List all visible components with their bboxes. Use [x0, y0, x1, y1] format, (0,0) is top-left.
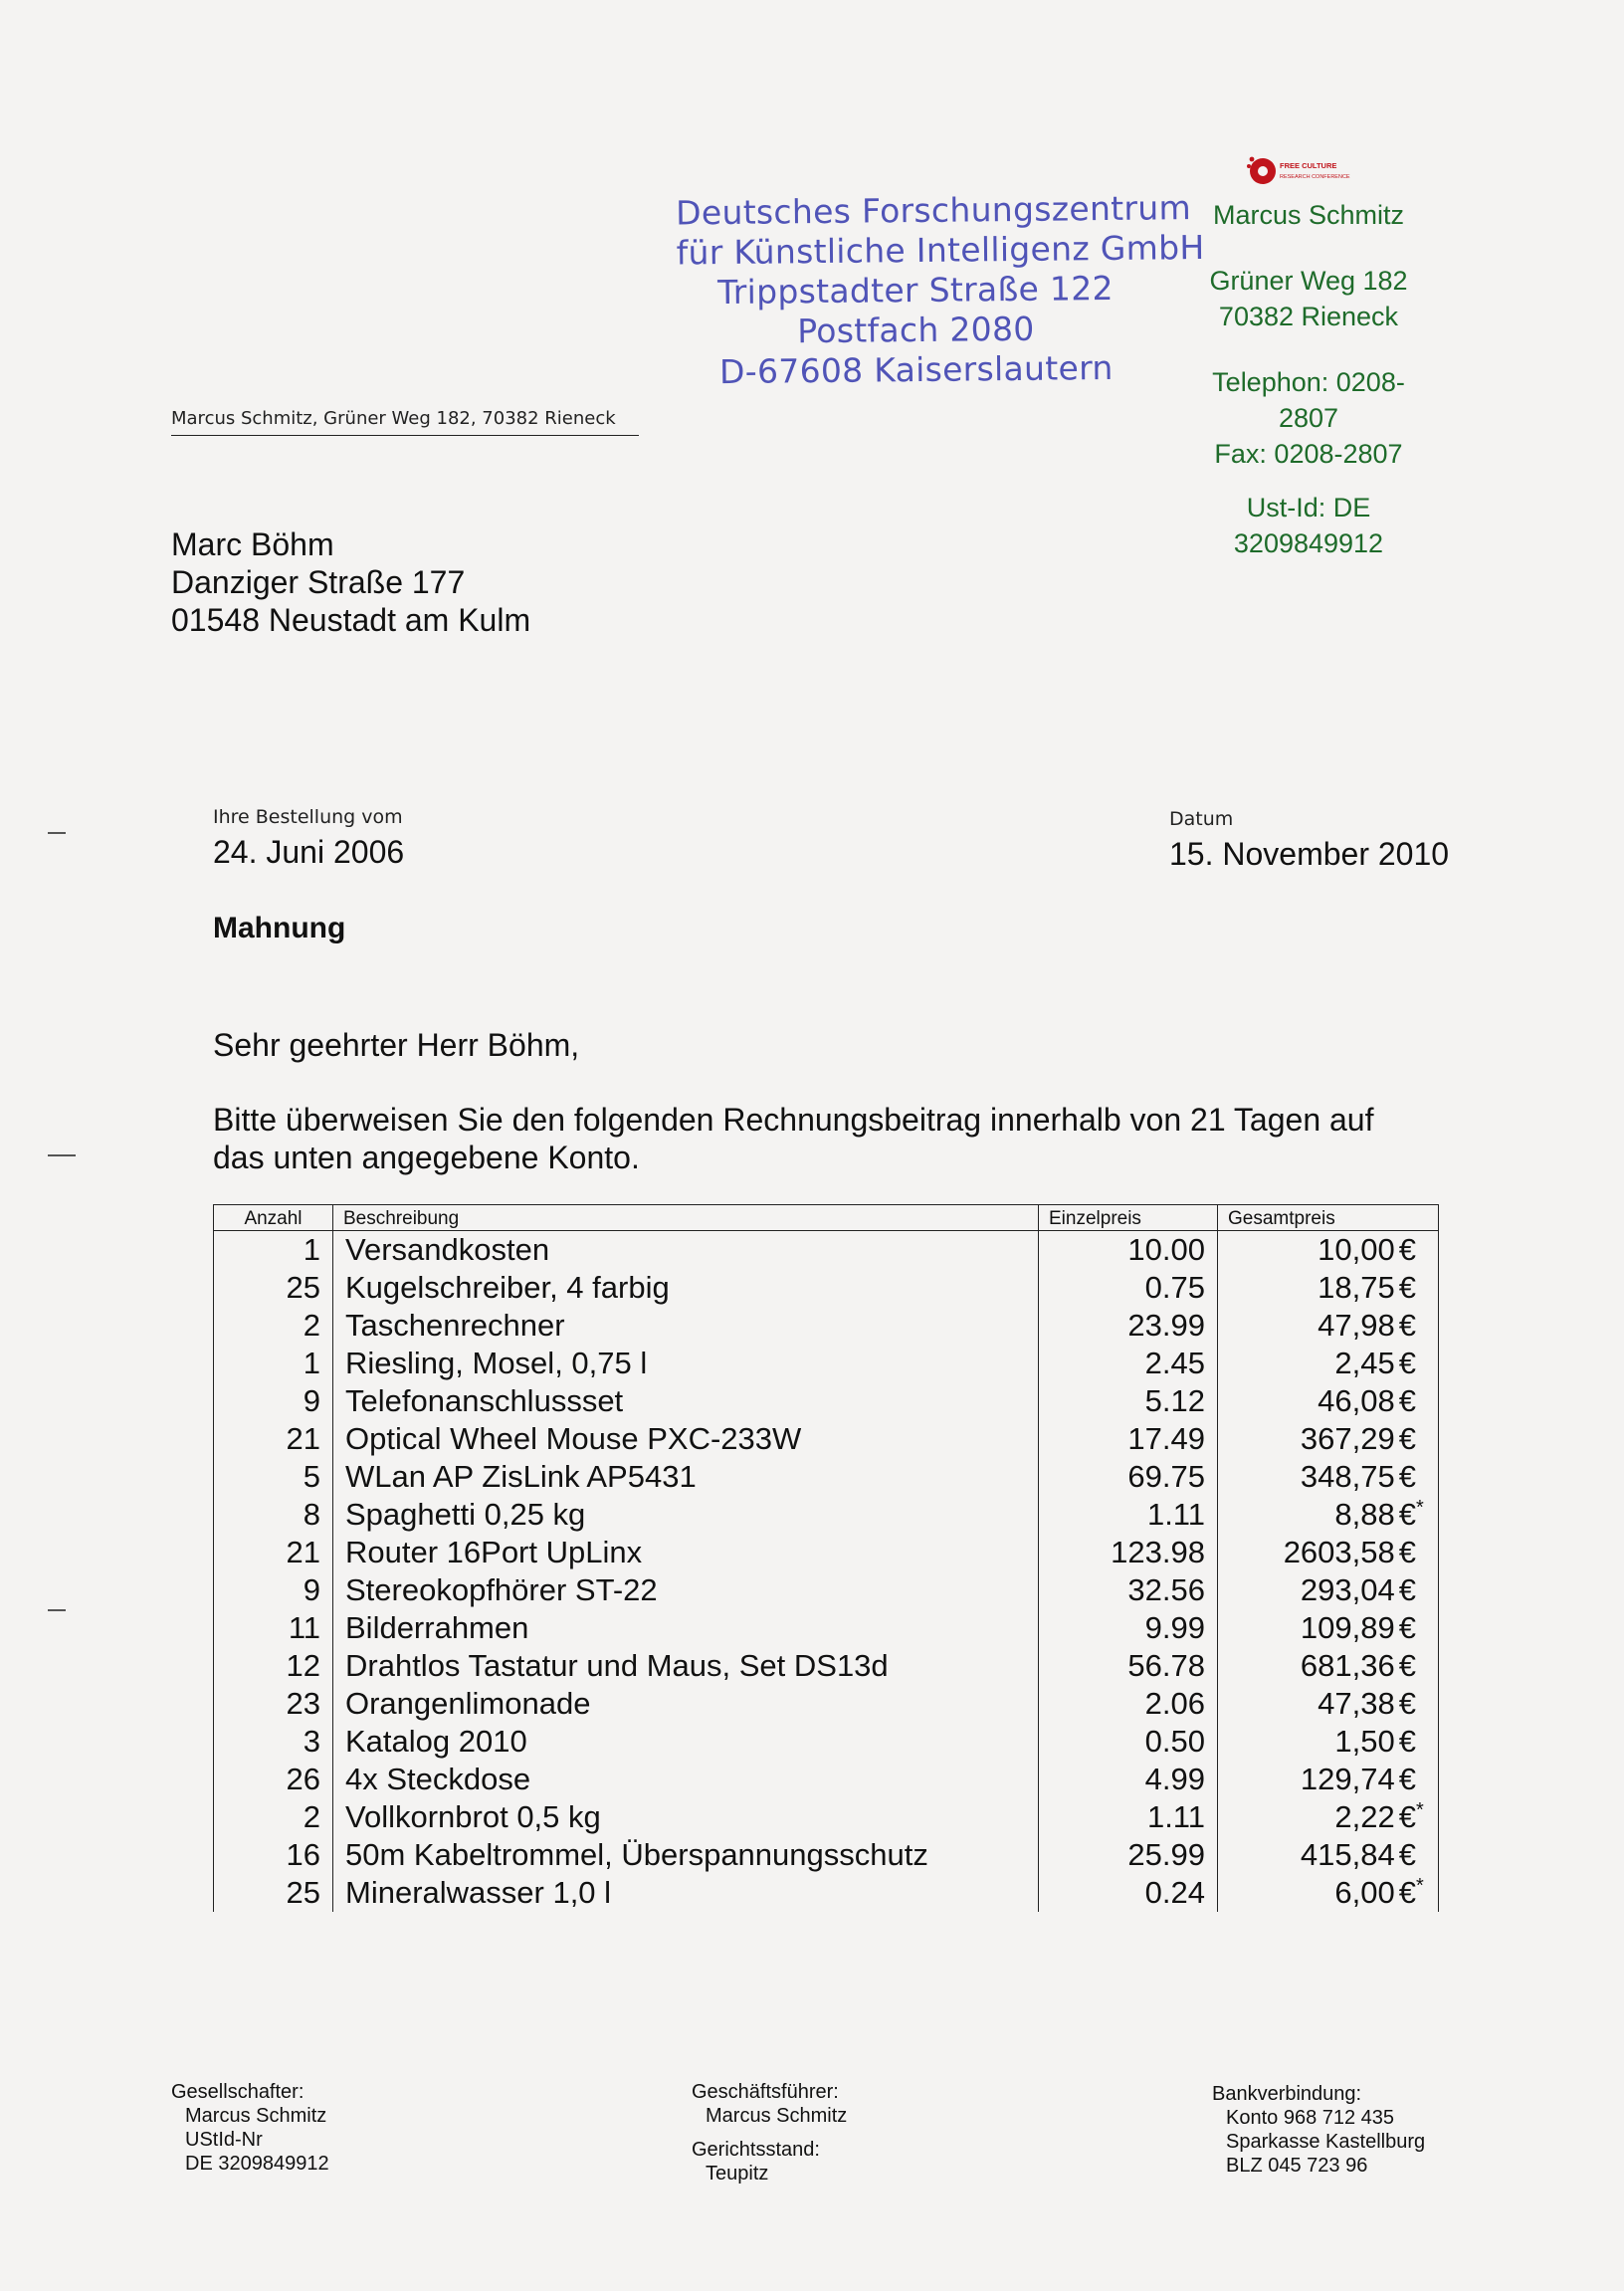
punch-mark	[48, 1154, 76, 1156]
euro-symbol: €	[1398, 1798, 1416, 1834]
row-description: Vollkornbrot 0,5 kg	[333, 1798, 1039, 1836]
row-total	[1218, 1685, 1439, 1723]
row-total	[1218, 1496, 1439, 1534]
row-total	[1218, 1874, 1439, 1912]
row-qty: 2	[214, 1798, 333, 1836]
footer-partner-name: Marcus Schmitz	[185, 2105, 327, 2127]
table-header-row	[214, 1205, 1439, 1231]
row-description: Orangenlimonade	[333, 1685, 1039, 1723]
row-description: 4x Steckdose	[333, 1761, 1039, 1798]
row-unit-price: 4.99	[1039, 1761, 1218, 1798]
footer-court-label: Gerichtsstand:	[692, 2139, 820, 2161]
table-row	[214, 1723, 1439, 1761]
address-stamp	[675, 188, 1205, 392]
table-row	[214, 1534, 1439, 1571]
euro-symbol: €	[1398, 1609, 1416, 1645]
row-total-value: 415,84	[1300, 1836, 1395, 1872]
table-row	[214, 1571, 1439, 1609]
row-total	[1218, 1458, 1439, 1496]
letter-date-label: Datum	[1169, 808, 1234, 830]
letter-subject: Mahnung	[213, 912, 346, 944]
footer-management-label: Geschäftsführer:	[692, 2081, 839, 2103]
euro-symbol: €	[1398, 1269, 1416, 1305]
letterhead-name: Marcus Schmitz	[1212, 200, 1405, 230]
row-total-value: 367,29	[1300, 1420, 1395, 1456]
row-unit-price: 1.11	[1039, 1496, 1218, 1534]
row-description: Spaghetti 0,25 kg	[333, 1496, 1039, 1534]
euro-symbol: €	[1398, 1836, 1416, 1872]
column-header-description: Beschreibung	[333, 1205, 1039, 1231]
logo-line1: FREE CULTURE	[1280, 161, 1337, 170]
row-qty: 25	[214, 1874, 333, 1912]
row-total-value: 1,50	[1334, 1723, 1395, 1759]
stamp-line: für Künstliche Intelligenz GmbH	[676, 227, 1205, 273]
footer-vat-label: UStId-Nr	[185, 2129, 263, 2151]
euro-symbol: €	[1398, 1874, 1416, 1910]
euro-symbol: €	[1398, 1382, 1416, 1418]
letterhead-ustid: Ust-Id: DE	[1246, 493, 1371, 522]
row-total	[1218, 1269, 1439, 1307]
invoice-table	[213, 1204, 1439, 1912]
sender-return-line: Marcus Schmitz, Grüner Weg 182, 70382 Rieneck	[171, 408, 639, 436]
table-row	[214, 1647, 1439, 1685]
table-row	[214, 1761, 1439, 1798]
row-unit-price: 0.75	[1039, 1269, 1218, 1307]
letterhead-street: Grüner Weg 182	[1209, 266, 1408, 296]
row-qty: 1	[214, 1345, 333, 1382]
table-row	[214, 1345, 1439, 1382]
row-unit-price: 0.50	[1039, 1723, 1218, 1761]
salutation: Sehr geehrter Herr Böhm,	[213, 1027, 580, 1063]
row-qty: 8	[214, 1496, 333, 1534]
row-total-value: 46,08	[1318, 1382, 1395, 1418]
row-total-value: 6,00	[1334, 1874, 1395, 1910]
table-row	[214, 1231, 1439, 1269]
stamp-line: Trippstadter Straße 122	[716, 268, 1115, 312]
row-description: Taschenrechner	[333, 1307, 1039, 1345]
row-total	[1218, 1798, 1439, 1836]
row-unit-price: 1.11	[1039, 1798, 1218, 1836]
row-total-value: 109,89	[1300, 1609, 1395, 1645]
row-total	[1218, 1761, 1439, 1798]
column-header-unit-price: Einzelpreis	[1039, 1205, 1218, 1231]
row-description: Bilderrahmen	[333, 1609, 1039, 1647]
row-description: Stereokopfhörer ST-22	[333, 1571, 1039, 1609]
row-qty: 9	[214, 1571, 333, 1609]
table-row	[214, 1269, 1439, 1307]
footer-partners	[171, 2080, 329, 2176]
footer-vat-id: DE 3209849912	[185, 2153, 329, 2175]
table-row	[214, 1685, 1439, 1723]
row-description: 50m Kabeltrommel, Überspannungsschutz	[333, 1836, 1039, 1874]
footer-partners-label: Gesellschafter:	[171, 2081, 304, 2103]
row-qty: 3	[214, 1723, 333, 1761]
row-total-value: 348,75	[1300, 1458, 1395, 1494]
column-header-qty: Anzahl	[214, 1205, 333, 1231]
row-unit-price: 0.24	[1039, 1874, 1218, 1912]
stamp-line: D-67608 Kaiserslautern	[718, 347, 1114, 392]
euro-symbol: €	[1398, 1345, 1416, 1380]
row-qty: 12	[214, 1647, 333, 1685]
row-total-value: 681,36	[1300, 1647, 1395, 1683]
letterhead-phone-cont: 2807	[1278, 403, 1339, 433]
row-qty: 11	[214, 1609, 333, 1647]
euro-symbol: €	[1398, 1458, 1416, 1494]
euro-symbol: €	[1398, 1647, 1416, 1683]
order-date: 24. Juni 2006	[213, 834, 405, 870]
euro-symbol: €	[1398, 1571, 1416, 1607]
row-description: Riesling, Mosel, 0,75 l	[333, 1345, 1039, 1382]
letterhead-fax: Fax: 0208-2807	[1214, 439, 1403, 469]
euro-symbol: €	[1398, 1534, 1416, 1569]
free-culture-logo-icon	[1246, 153, 1375, 189]
row-qty: 21	[214, 1534, 333, 1571]
row-qty: 25	[214, 1269, 333, 1307]
row-unit-price: 5.12	[1039, 1382, 1218, 1420]
row-unit-price: 23.99	[1039, 1307, 1218, 1345]
row-qty: 26	[214, 1761, 333, 1798]
row-total	[1218, 1382, 1439, 1420]
footer-blz: BLZ 045 723 96	[1226, 2155, 1368, 2177]
table-row	[214, 1874, 1439, 1912]
footer-account: Konto 968 712 435	[1226, 2107, 1395, 2129]
row-total-value: 2603,58	[1283, 1534, 1395, 1569]
row-description: Versandkosten	[333, 1231, 1039, 1269]
footer-court: Teupitz	[706, 2163, 769, 2185]
order-date-label: Ihre Bestellung vom	[213, 806, 403, 828]
euro-symbol: €	[1398, 1307, 1416, 1343]
fold-mark	[48, 1609, 66, 1611]
stamp-line: Deutsches Forschungszentrum	[675, 188, 1192, 233]
row-total-value: 293,04	[1300, 1571, 1395, 1607]
row-total	[1218, 1723, 1439, 1761]
euro-symbol: €	[1398, 1420, 1416, 1456]
row-total-value: 129,74	[1300, 1761, 1395, 1796]
row-unit-price: 69.75	[1039, 1458, 1218, 1496]
row-footnote-mark: *	[1416, 1798, 1424, 1821]
row-total-value: 47,98	[1318, 1307, 1395, 1343]
row-description: Telefonanschlussset	[333, 1382, 1039, 1420]
table-row	[214, 1420, 1439, 1458]
row-total-value: 2,22	[1334, 1798, 1395, 1834]
euro-symbol: €	[1398, 1723, 1416, 1759]
euro-symbol: €	[1398, 1685, 1416, 1721]
row-total	[1218, 1571, 1439, 1609]
table-row	[214, 1458, 1439, 1496]
recipient-street: Danziger Straße 177	[171, 564, 466, 600]
invoice-rows	[214, 1231, 1439, 1912]
footer-manager-name: Marcus Schmitz	[706, 2105, 848, 2127]
row-unit-price: 9.99	[1039, 1609, 1218, 1647]
body-text	[213, 1101, 1437, 1176]
table-row	[214, 1382, 1439, 1420]
recipient-address	[171, 525, 530, 639]
row-description: Mineralwasser 1,0 l	[333, 1874, 1039, 1912]
row-total-value: 2,45	[1334, 1345, 1395, 1380]
row-total	[1218, 1609, 1439, 1647]
letter-date: 15. November 2010	[1169, 836, 1450, 872]
row-qty: 9	[214, 1382, 333, 1420]
recipient-city: 01548 Neustadt am Kulm	[171, 602, 531, 638]
euro-symbol: €	[1398, 1761, 1416, 1796]
row-description: Kugelschreiber, 4 farbig	[333, 1269, 1039, 1307]
euro-symbol: €	[1398, 1231, 1416, 1267]
letterhead-city: 70382 Rieneck	[1218, 302, 1399, 331]
row-total	[1218, 1307, 1439, 1345]
row-unit-price: 17.49	[1039, 1420, 1218, 1458]
row-total-value: 47,38	[1318, 1685, 1395, 1721]
letterhead-phone: Telephon: 0208-	[1212, 367, 1405, 397]
recipient-name: Marc Böhm	[171, 526, 334, 562]
table-row	[214, 1307, 1439, 1345]
row-total-value: 8,88	[1334, 1496, 1395, 1532]
body-line: Bitte überweisen Sie den folgenden Rechnungsbeitrag innerhalb von 21 Tagen auf	[213, 1102, 1374, 1138]
table-row	[214, 1836, 1439, 1874]
row-total	[1218, 1231, 1439, 1269]
row-unit-price: 2.06	[1039, 1685, 1218, 1723]
row-footnote-mark: *	[1416, 1496, 1424, 1519]
row-qty: 21	[214, 1420, 333, 1458]
row-total-value: 10,00	[1318, 1231, 1395, 1267]
row-total	[1218, 1345, 1439, 1382]
row-unit-price: 2.45	[1039, 1345, 1218, 1382]
stamp-line: Postfach 2080	[797, 309, 1035, 351]
row-qty: 5	[214, 1458, 333, 1496]
row-qty: 23	[214, 1685, 333, 1723]
column-header-total: Gesamtpreis	[1218, 1205, 1439, 1231]
row-unit-price: 32.56	[1039, 1571, 1218, 1609]
footer-bank-name: Sparkasse Kastellburg	[1226, 2131, 1426, 2153]
row-description: Optical Wheel Mouse PXC-233W	[333, 1420, 1039, 1458]
fold-mark	[48, 832, 66, 834]
row-footnote-mark: *	[1416, 1874, 1424, 1897]
row-unit-price: 123.98	[1039, 1534, 1218, 1571]
row-unit-price: 10.00	[1039, 1231, 1218, 1269]
row-total-value: 18,75	[1318, 1269, 1395, 1305]
footer-bank-label: Bankverbindung:	[1212, 2083, 1362, 2105]
table-row	[214, 1496, 1439, 1534]
row-qty: 1	[214, 1231, 333, 1269]
row-unit-price: 56.78	[1039, 1647, 1218, 1685]
row-description: Katalog 2010	[333, 1723, 1039, 1761]
letterhead	[1174, 197, 1443, 561]
footer-bank	[1212, 2082, 1425, 2178]
row-total	[1218, 1420, 1439, 1458]
row-description: Router 16Port UpLinx	[333, 1534, 1039, 1571]
row-total	[1218, 1534, 1439, 1571]
row-unit-price: 25.99	[1039, 1836, 1218, 1874]
row-qty: 16	[214, 1836, 333, 1874]
table-row	[214, 1798, 1439, 1836]
footer-management	[692, 2080, 847, 2186]
body-line: das unten angegebene Konto.	[213, 1140, 640, 1175]
row-total	[1218, 1836, 1439, 1874]
row-description: Drahtlos Tastatur und Maus, Set DS13d	[333, 1647, 1039, 1685]
logo-line2: RESEARCH CONFERENCE	[1280, 174, 1350, 180]
euro-symbol: €	[1398, 1496, 1416, 1532]
row-qty: 2	[214, 1307, 333, 1345]
row-description: WLan AP ZisLink AP5431	[333, 1458, 1039, 1496]
table-row	[214, 1609, 1439, 1647]
row-total	[1218, 1647, 1439, 1685]
letterhead-ustid-number: 3209849912	[1233, 528, 1384, 558]
